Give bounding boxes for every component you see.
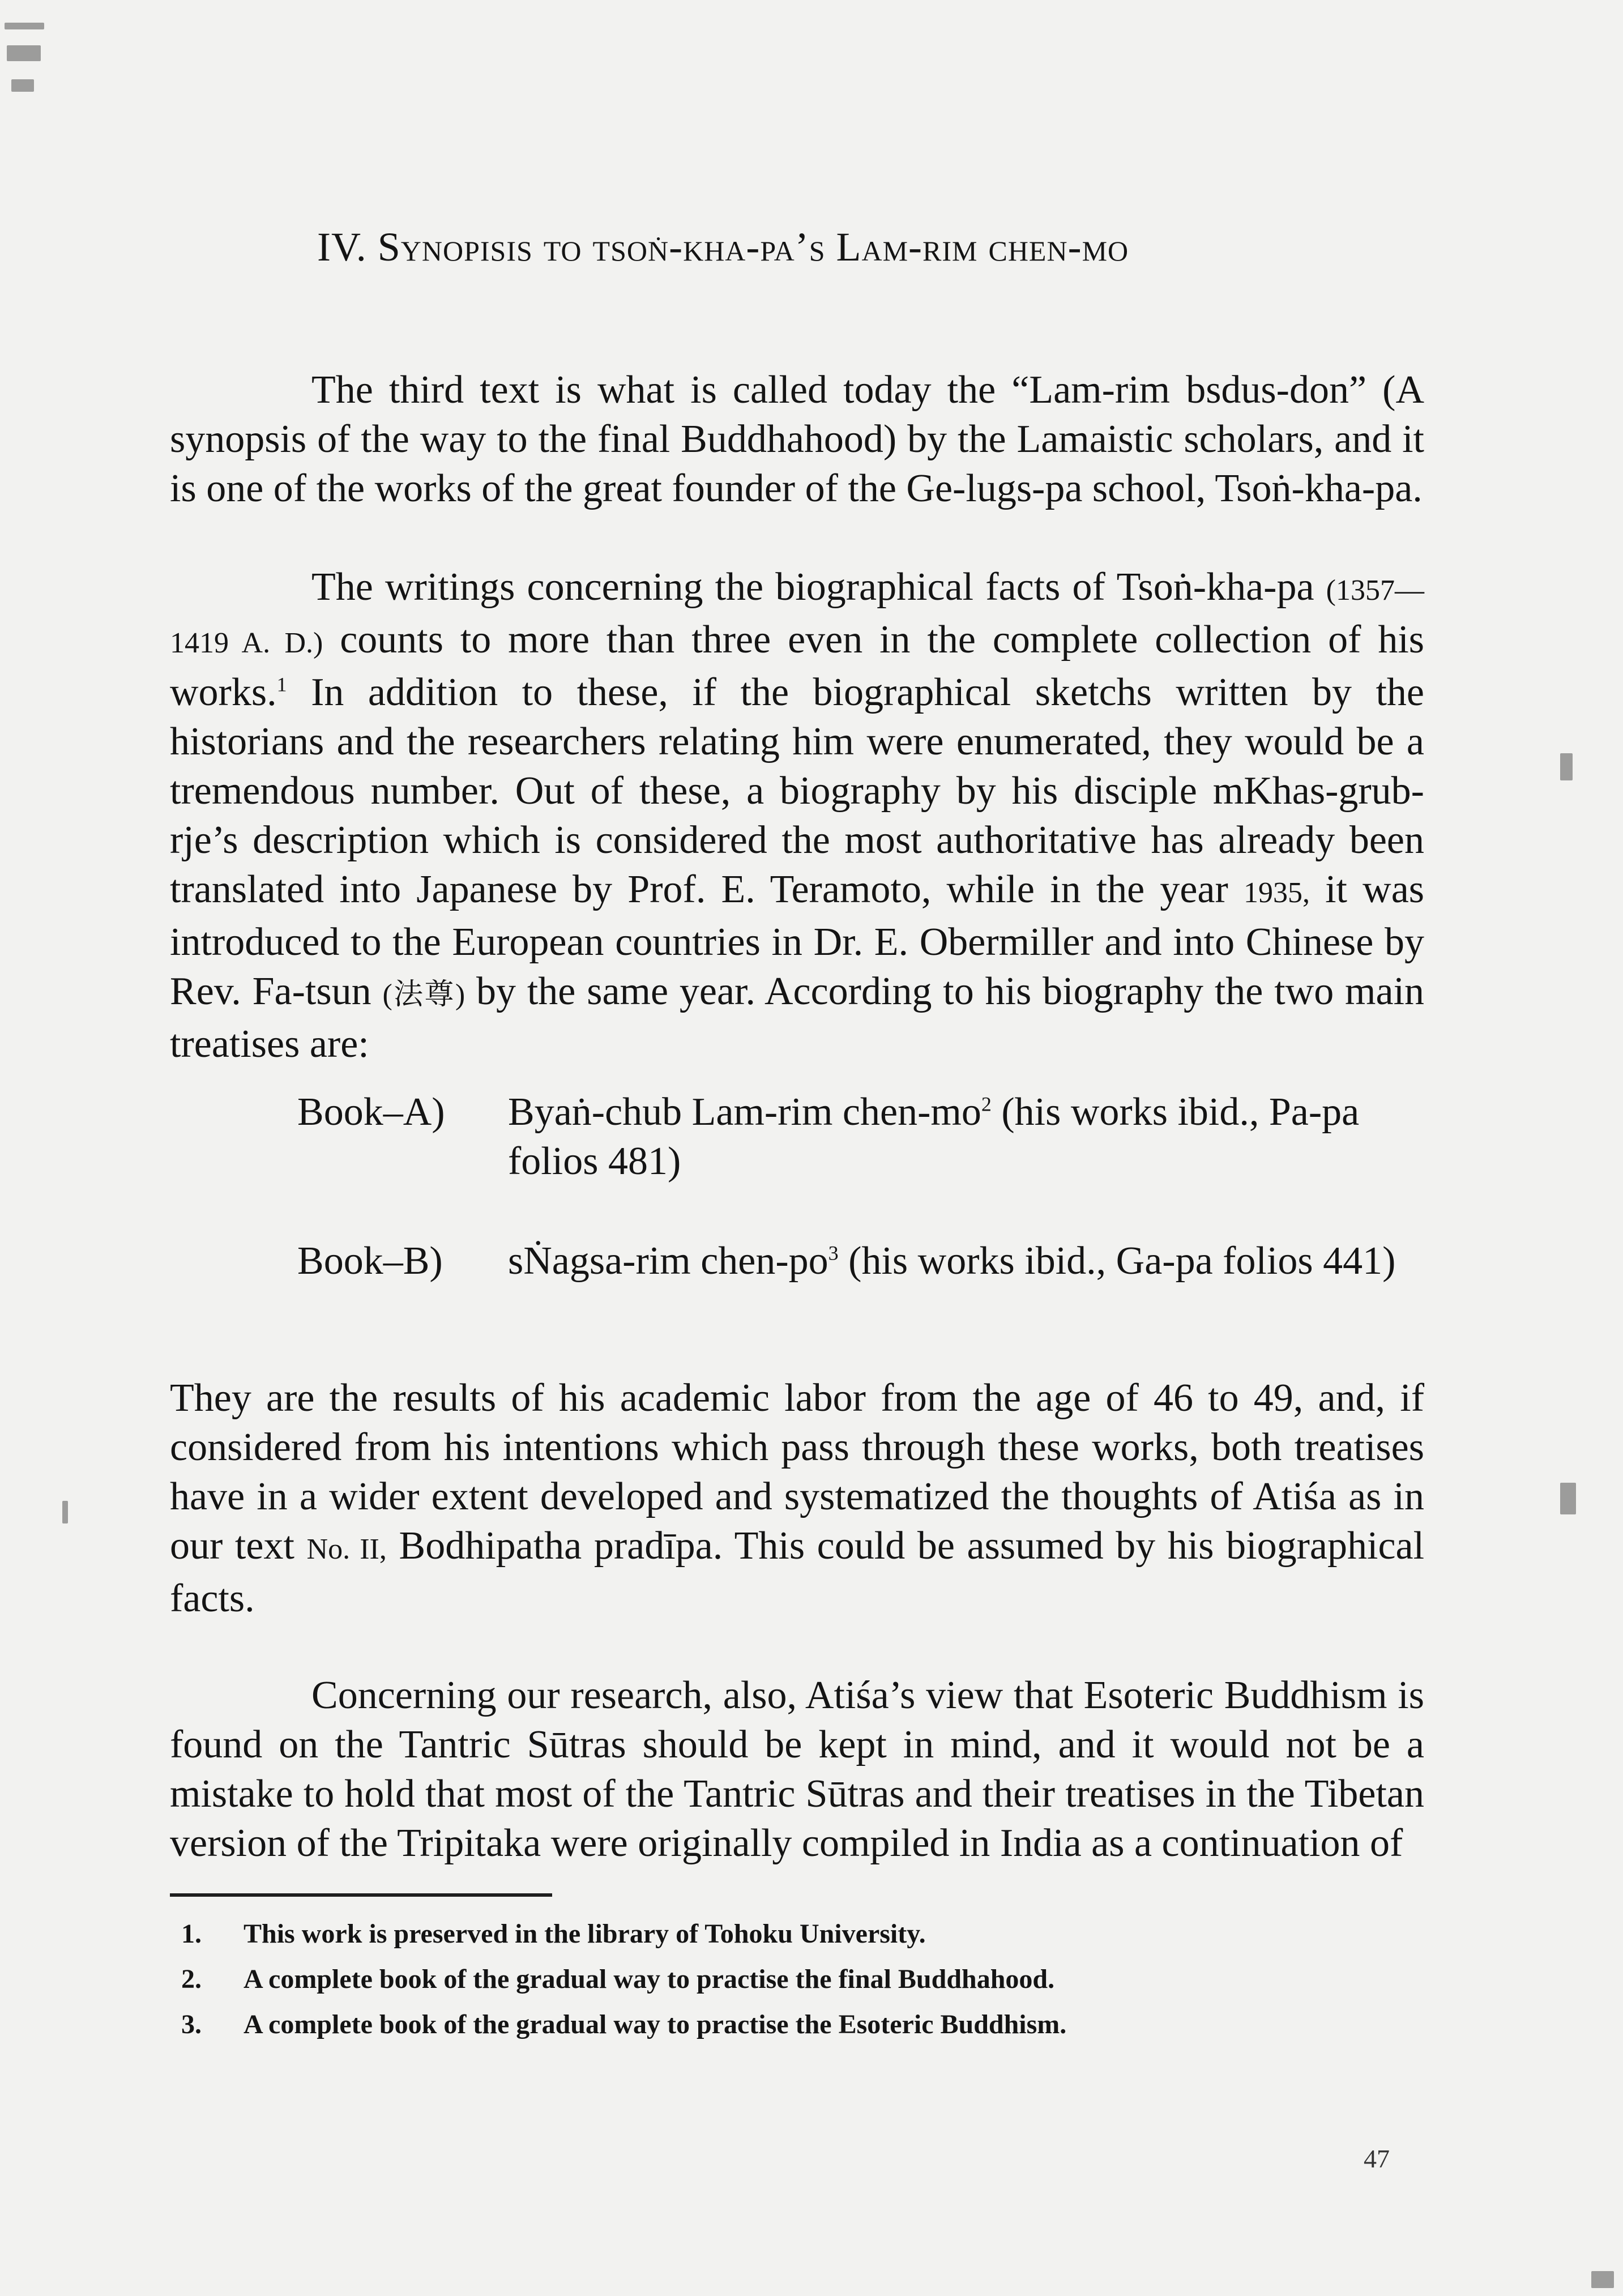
footnote-number: 1. [181,1919,202,1949]
paragraph-2 [170,562,1424,1069]
footnote-number: 3. [181,2009,202,2039]
book-description [508,1236,1414,1286]
scan-mark [1591,2271,1614,2288]
paragraph-2-part-4: it was introduced to the European countries in Dr. E. Obermiller and into Chinese by Rev. Fa-tsun [170,868,1425,1013]
book-detail: (his works ibid., Ga-pa folios 441) [848,1239,1396,1283]
book-description [508,1087,1414,1186]
paragraph-3-part-1: They are the results of his academic labor from the age of 46 to 49, and, if considered from his intentions which pass through these works, both treatises have in a wider extent developed and systematized the thoughts of Atiśa as in our text [170,1376,1424,1568]
scan-mark [1560,1483,1576,1514]
section-heading [317,224,1129,271]
paragraph-3-part-2: Bodhipatha pradīpa. This could be assumed by his biographical facts. [170,1524,1425,1620]
paragraph-2-part-2: counts to more than three even in the complete collection of his works. [170,618,1425,714]
heading-numeral: IV. [317,224,367,270]
footnote-ref-3: 3 [828,1241,839,1265]
book-label: Book–A) [297,1090,445,1134]
paragraph-2-part-5: by the same year. According to his biography the two main treatises are: [170,970,1425,1066]
paragraph-2-part-3: In addition to these, if the biographical sketchs written by the historians and the researchers relating him were enumerated, they would be a tremendous number. Out of these, a biography by his disciple mKhas-grub-rje’s description which is considered the most authoritative has already been translated into Japanese by Prof. E. Teramoto, while in the year [170,671,1424,911]
footnote-text: This work is preserved in the library of Tohoku University. [244,1919,926,1949]
book-title: sṄagsa-rim chen-po [508,1239,828,1283]
text-number: No. II, [306,1533,387,1565]
footnotes [181,1911,1455,2047]
paragraph-3 [170,1373,1424,1623]
book-title: Byaṅ-chub Lam-rim chen-mo [508,1090,981,1134]
year-value: 1935, [1243,877,1310,909]
footnote-text: A complete book of the gradual way to practise the Esoteric Buddhism. [244,2009,1067,2039]
scan-mark [5,23,44,29]
heading-text: Synopisis to tsoṅ-kha-pa’s Lam-rim chen-mo [377,224,1129,270]
footnote-item [181,2002,1455,2047]
footnote-ref-2: 2 [981,1092,992,1116]
footnote-text: A complete book of the gradual way to practise the final Buddhahood. [244,1964,1055,1994]
chinese-name: (法尊) [382,979,465,1011]
footnote-divider [170,1893,552,1897]
footnote-number: 2. [181,1964,202,1994]
paragraph-1: The third text is what is called today the “Lam-rim bsdus-don” (A synopsis of the way to the final Buddhahood) by the Lamaistic scholars, and it is one of the works of the great founder of the Ge-lugs-pa school, Tsoṅ-kha-pa. [170,368,1424,510]
page-number: 47 [1364,2144,1390,2173]
life-dates: (1357—1419 A. D.) [170,574,1424,659]
book-detail: (his works ibid., Pa-pa folios 481) [508,1090,1360,1183]
footnote-ref-1: 1 [276,673,287,696]
scan-mark [62,1501,68,1523]
footnote-item [181,1911,1455,1957]
scan-mark [7,45,41,61]
scan-mark [11,79,34,92]
scan-mark [1560,753,1573,780]
paragraph-2-part-1: The writings concerning the biographical facts of Tsoṅ-kha-pa [311,565,1314,609]
paragraph-4: Concerning our research, also, Atiśa’s view that Esoteric Buddhism is found on the Tantric Sūtras should be kept in mind, and it would not be a mistake to hold that most of the Tantric Sūtras and their treatises in the Tibetan version of the Tripitaka were originally compiled in India as a continuation of [170,1674,1424,1865]
footnote-item [181,1957,1455,2002]
book-label: Book–B) [297,1239,443,1283]
